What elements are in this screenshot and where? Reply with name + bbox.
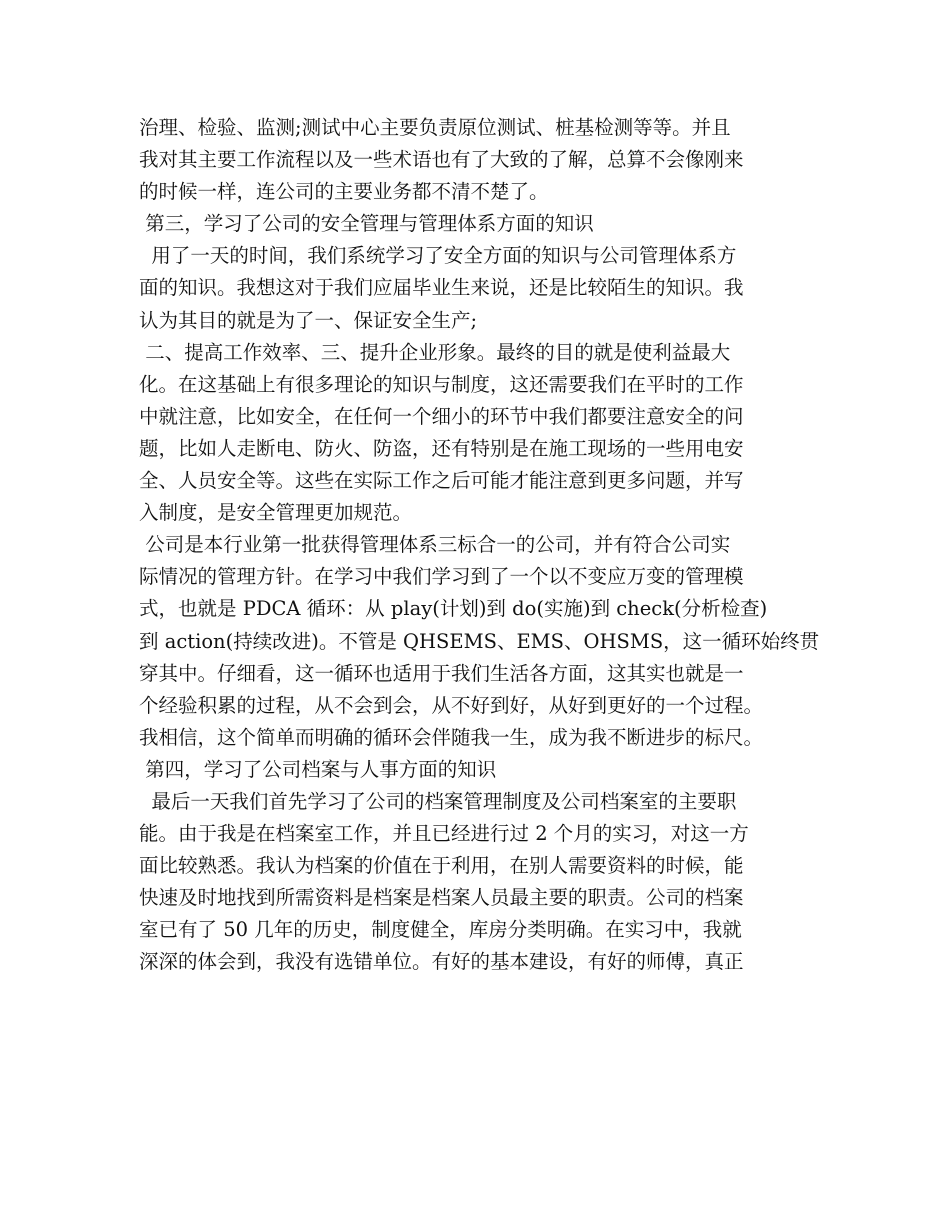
text-line: 化。在这基础上有很多理论的知识与制度，这还需要我们在平时的工作 xyxy=(139,372,744,396)
text-line: 到 action(持续改进)。不管是 QHSEMS、EMS、OHSMS，这一循环始终贯 xyxy=(139,629,820,653)
text-line: 快速及时地找到所需资料是档案是档案人员最主要的职责。公司的档案 xyxy=(139,886,744,910)
text-line: 我相信，这个简单而明确的循环会伴随我一生，成为我不断进步的标尺。 xyxy=(139,725,764,749)
text-line: 我对其主要工作流程以及一些术语也有了大致的了解，总算不会像刚来 xyxy=(139,148,744,172)
text-line: 穿其中。仔细看，这一循环也适用于我们生活各方面，这其实也就是一 xyxy=(139,661,744,685)
text-line: 治理、检验、监测;测试中心主要负责原位测试、桩基检测等等。并且 xyxy=(139,116,731,139)
text-line: 个经验积累的过程，从不会到会，从不好到好，从好到更好的一个过程。 xyxy=(139,693,764,717)
text-line: 中就注意，比如安全，在任何一个细小的环节中我们都要注意安全的问 xyxy=(139,404,744,428)
body-text xyxy=(139,112,839,979)
text-line: 式，也就是 PDCA 循环：从 play(计划)到 do(实施)到 check(分析检查) xyxy=(139,597,768,621)
text-line: 的时候一样，连公司的主要业务都不清不楚了。 xyxy=(139,180,549,204)
text-line: 面的知识。我想这对于我们应届毕业生来说，还是比较陌生的知识。我 xyxy=(139,276,744,300)
text-line: 公司是本行业第一批获得管理体系三标合一的公司，并有符合公司实 xyxy=(139,533,731,557)
text-line: 最后一天我们首先学习了公司的档案管理制度及公司档案室的主要职 xyxy=(139,789,737,813)
text-line: 二、提高工作效率、三、提升企业形象。最终的目的就是使利益最大 xyxy=(139,340,731,364)
text-line: 室已有了 50 几年的历史，制度健全，库房分类明确。在实习中，我就 xyxy=(139,918,742,942)
text-line: 深深的体会到，我没有选错单位。有好的基本建设，有好的师傅，真正 xyxy=(139,950,744,974)
text-line: 能。由于我是在档案室工作，并且已经进行过 2 个月的实习，对这一方 xyxy=(139,822,749,846)
text-line: 用了一天的时间，我们系统学习了安全方面的知识与公司管理体系方 xyxy=(139,244,737,268)
text-line: 认为其目的就是为了一、保证安全生产; xyxy=(139,308,478,332)
section-heading-4: 第四，学习了公司档案与人事方面的知识 xyxy=(139,757,497,781)
section-heading-3: 第三，学习了公司的安全管理与管理体系方面的知识 xyxy=(139,212,594,236)
text-line: 入制度，是安全管理更加规范。 xyxy=(139,501,413,525)
text-line: 题，比如人走断电、防火、防盗，还有特别是在施工现场的一些用电安 xyxy=(139,436,744,460)
text-line: 面比较熟悉。我认为档案的价值在于利用，在别人需要资料的时候，能 xyxy=(139,854,744,878)
text-line: 际情况的管理方针。在学习中我们学习到了一个以不变应万变的管理模 xyxy=(139,565,744,589)
text-line: 全、人员安全等。这些在实际工作之后可能才能注意到更多问题，并写 xyxy=(139,469,744,493)
